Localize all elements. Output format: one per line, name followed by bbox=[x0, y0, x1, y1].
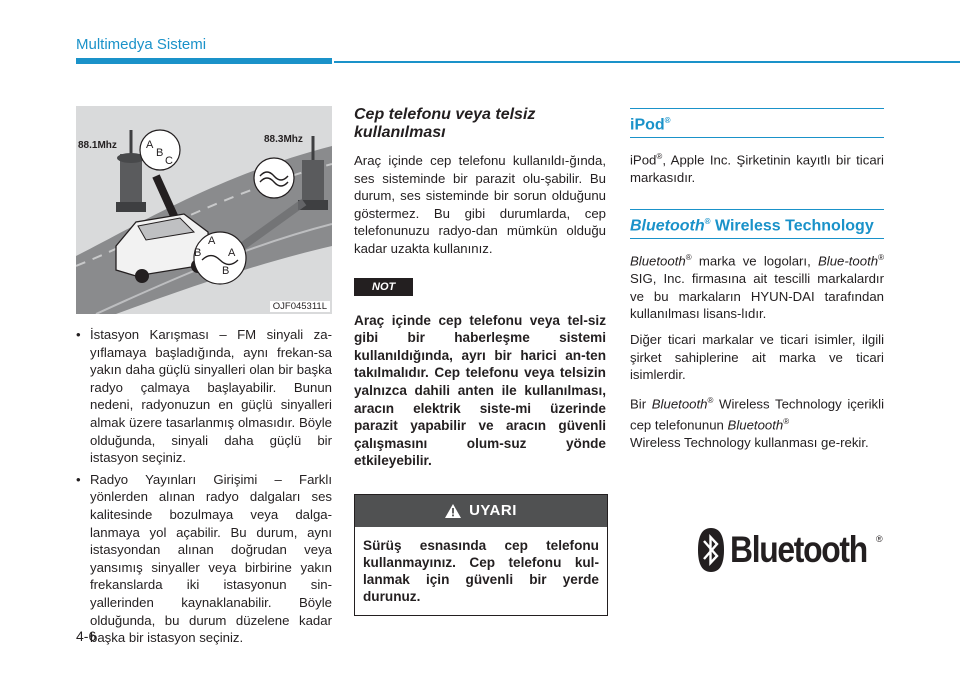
bluetooth-paragraph-3 bbox=[630, 392, 884, 452]
paragraph: Araç içinde cep telefonu kullanıldı-ğında, ses sisteminde bir parazit olu-şabilir. Bu durum, ses sisteminde bir sorun olduğunu göstermez. Bu gibi durumlarda, cep telefonunuzu radyo-dan mümkün olduğu kadar uzakta kullanınız. bbox=[354, 153, 606, 256]
warning-triangle-icon bbox=[445, 504, 461, 518]
car-signal-bubble bbox=[194, 232, 246, 284]
section-heading: Cep telefonu veya telsiz kullanılması bbox=[354, 106, 536, 141]
car-letter-b2: B bbox=[222, 265, 230, 277]
warning-box bbox=[354, 494, 608, 616]
ipod-heading bbox=[630, 108, 884, 138]
bluetooth-heading bbox=[630, 209, 884, 239]
radio-interference-figure bbox=[76, 106, 332, 314]
bluetooth-term: Blue-tooth bbox=[817, 253, 879, 269]
ipod-name: iPod bbox=[630, 152, 657, 168]
column-2 bbox=[354, 100, 606, 616]
bluetooth-term: Bluetooth bbox=[727, 417, 784, 433]
paragraph-text: Bir bbox=[630, 396, 652, 412]
paragraph-text: Wireless Technology içerikli cep telefonunun bbox=[630, 396, 885, 433]
bluetooth-logo bbox=[698, 528, 889, 572]
ipod-heading-text: iPod bbox=[630, 116, 665, 134]
abc-letter-a: A bbox=[146, 139, 154, 151]
paragraph-text: Wireless Technology kullanması ge-rekir. bbox=[630, 434, 869, 450]
ipod-paragraph bbox=[630, 148, 884, 187]
bluetooth-paragraph-2: Diğer ticari markalar ve ticari isimler, ilgili şirket sahiplerine ait marka ve ticari isimlerdir. bbox=[630, 332, 884, 383]
header-bar bbox=[76, 58, 332, 64]
paragraph-text: SIG, Inc. firmasına ait tescilli markalardır ve bu markaların HYUN-DAI tarafından kullanılması lisans-lıdır. bbox=[630, 271, 884, 322]
note-badge: NOT bbox=[354, 278, 413, 296]
registered-mark: ® bbox=[876, 534, 883, 544]
car-letter-a2: A bbox=[228, 247, 236, 259]
registered-mark: ® bbox=[783, 416, 790, 426]
registered-mark: ® bbox=[878, 253, 884, 263]
paragraph-text: marka ve logoları, bbox=[691, 253, 818, 269]
warning-label: UYARI bbox=[469, 502, 517, 520]
registered-mark: ® bbox=[685, 253, 692, 263]
ipod-trademark-text: , Apple Inc. Şirketinin kayıtlı bir ticari markasıdır. bbox=[630, 152, 884, 186]
warning-text: Sürüş esnasında cep telefonu kullanmayınız. Cep telefonu kul-lanmak için güvenli bir yerde durunuz. bbox=[363, 537, 599, 604]
bluetooth-rune-icon bbox=[698, 528, 724, 572]
abc-letter-b: B bbox=[156, 147, 164, 159]
column-3 bbox=[630, 100, 884, 451]
abc-letter-c: C bbox=[165, 155, 173, 167]
bluetooth-wordmark: Bluetooth bbox=[730, 529, 867, 570]
header-rule bbox=[334, 61, 960, 63]
registered-mark: ® bbox=[704, 216, 711, 226]
left-frequency-label: 88.1Mhz bbox=[78, 140, 117, 151]
bluetooth-term: Bluetooth bbox=[651, 396, 708, 412]
bluetooth-heading-italic: Bluetooth bbox=[630, 217, 705, 235]
car-letter-b1: B bbox=[194, 247, 202, 259]
warning-header bbox=[355, 495, 607, 527]
car-letter-a1: A bbox=[208, 235, 216, 247]
list-item: • Radyo Yayınları Girişimi – Farklı yönlerden alınan radyo dalgaları ses kalitesinde bozulmaya veya dalga-lanmaya yol açabilir. Bu durum, aynı istasyondan alınan doğrudan veya yansımış sinyaller veya birbirine yakın frekanslarda iki istasyonun sin-yallerinden kaynaklanabilir. Böyle olduğunda, bu durum düzelene kadar başka bir istasyon seçiniz. bbox=[76, 471, 332, 647]
registered-mark: ® bbox=[656, 152, 663, 162]
bluetooth-term: Bluetooth bbox=[630, 253, 686, 269]
bluetooth-paragraph-1 bbox=[630, 249, 884, 323]
header-title: Multimedya Sistemi bbox=[76, 36, 207, 53]
registered-mark: ® bbox=[664, 116, 671, 125]
bluetooth-heading-rest: Wireless Technology bbox=[710, 217, 874, 235]
page-number: 4-6 bbox=[76, 628, 97, 644]
bullet-list bbox=[76, 326, 332, 647]
column-1 bbox=[76, 100, 332, 651]
figure-code: OJF045311L bbox=[270, 301, 330, 312]
right-signal-bubble bbox=[254, 158, 294, 198]
registered-mark: ® bbox=[707, 395, 714, 405]
right-frequency-label: 88.3Mhz bbox=[264, 134, 303, 145]
list-item: • İstasyon Karışması – FM sinyali za-yıflamaya başladığında, aynı frekan-sa yakın daha güçlü sinyalleri olan bir başka radyo çalmaya başlayabilir. Bunun nedeni, radyonuzun en güçlü sinyalleri almak üzere tasarlanmış olmasıdır. Böyle olduğunda, sinyali daha güçlü bir istasyon seçiniz. bbox=[76, 326, 332, 467]
figure-illustration bbox=[76, 106, 332, 314]
note-text: Araç içinde cep telefonu veya tel-siz gibi bir haberleşme sistemi kullanıldığında, ayrı bir harici an-ten takılmalıdır. Cep telefonu veya telsizin yalnızca dahili anten ile kullanılması, aracın elektrik siste-mi üzerinde parazit yapabilir ve aracın güvenli çalışmasını olum-suz yönde etkileyebilir. bbox=[354, 312, 606, 469]
